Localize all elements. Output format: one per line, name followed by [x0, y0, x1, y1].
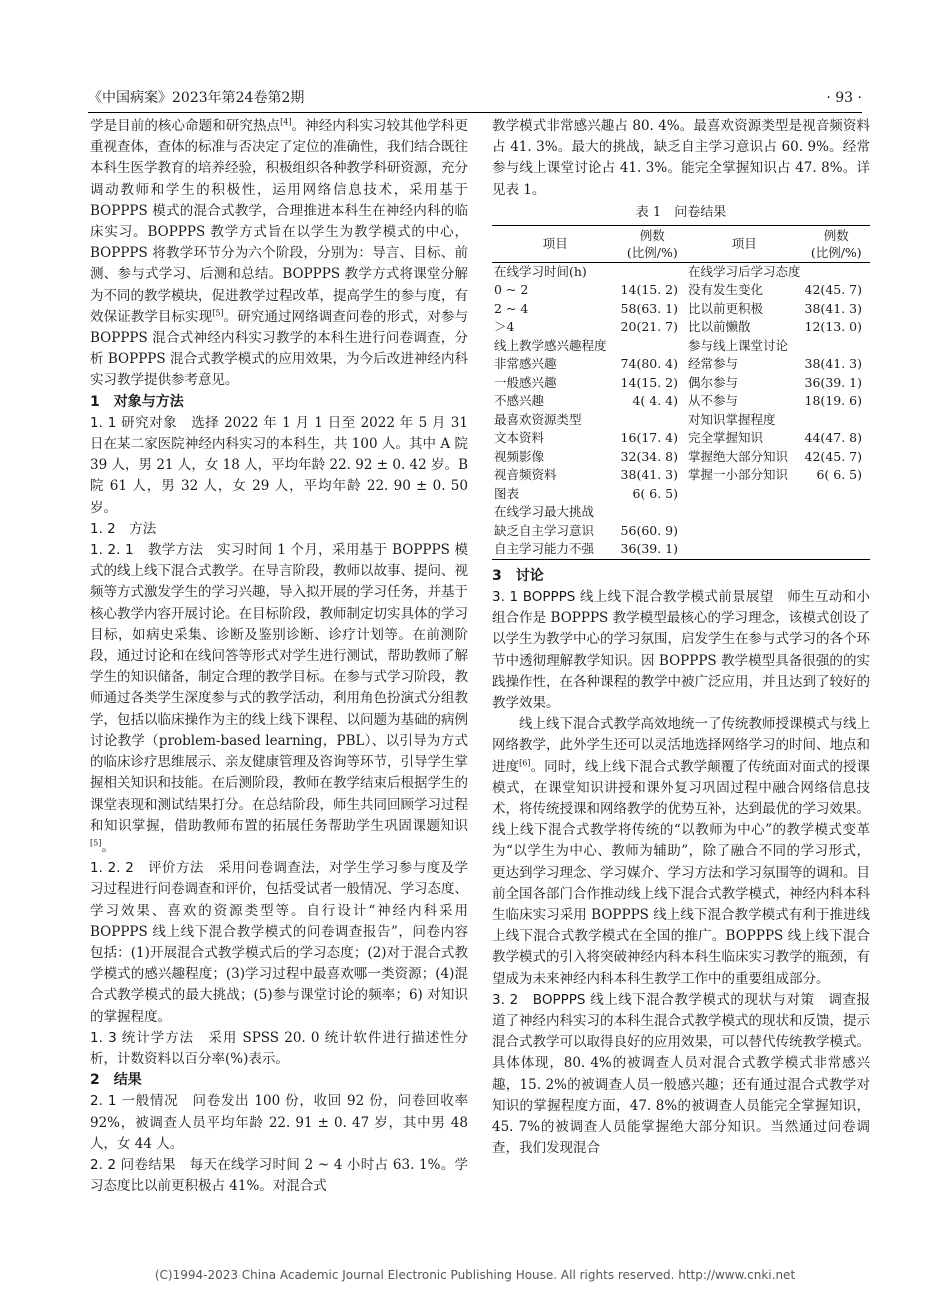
table-row: [492, 466, 870, 485]
table-cell-count: 12(13. 0): [804, 319, 862, 335]
section-heading-2: 2 结果: [90, 1072, 142, 1089]
table-cell-count: [803, 503, 870, 522]
table-row: [492, 411, 870, 430]
paragraph-2-1: 2. 1 一般情况 问卷发出 100 份，收回 92 份，问卷回收率 92%，被调查人员平均年龄 22. 91 ± 0. 47 岁，其中男 48 人，女 44 人。: [90, 1093, 468, 1152]
table-cell-count: 16(17. 4): [620, 430, 679, 446]
table-cell-item: 偶尔参与: [688, 374, 739, 390]
page-number: · 93 ·: [826, 90, 862, 106]
table-row: [492, 300, 870, 319]
section-heading-3: 3 讨论: [492, 567, 544, 584]
table-cell-item: 缺乏自主学习意识: [494, 522, 595, 538]
table-cell-item: 参与线上课堂讨论: [688, 337, 789, 353]
table-cell-count: [803, 540, 870, 559]
questionnaire-table: [492, 225, 870, 560]
table-row: [492, 337, 870, 356]
paragraph-1-2-2: 1. 2. 2 评价方法 采用问卷调查法，对学生学习参与度及学习过程进行问卷调查和评价，包括受试者一般情况、学习态度、学习效果、喜欢的资源类型等。自行设计“神经内科采用 BOPPPS 线上线下混合教学模式的问卷调查报告”，问卷内容包括：(1)开展混合式教学模式后的学习态度；(2)对于混合式教学模式的感兴趣程度；(3)学习过程中最喜欢哪一类资源；(4)混合式教学模式的最大挑战；(5)参与课堂讨论的频率；6) 对知识的掌握程度。: [90, 860, 469, 1025]
table-cell-item: 一般感兴趣: [494, 374, 557, 390]
citation: [5]: [90, 838, 102, 848]
table-cell-item: 0 ~ 2: [494, 282, 529, 298]
table-cell-count: [619, 503, 686, 522]
table-cell-item: 在线学习时间(h): [494, 263, 587, 279]
table-cell-item: 从不参与: [688, 393, 739, 409]
table-cell-item: [686, 503, 803, 522]
table-cell-count: 58(63. 1): [620, 300, 679, 316]
running-header: [88, 88, 862, 113]
table-cell-count: [619, 337, 686, 356]
intro-paragraph: 学是目前的核心命题和研究热点[4]。神经内科实习较其他学科更重视查体，查体的标准与否决定了定位的准确性，我们结合既往本科生医学教育的培养经验，积极组织各种教学科研资源，充分调动教师和学生的积极性，运用网络信息技术，采用基于 BOPPPS 模式的混合式教学，合理推进本科生在神经内科的临床实习。BOPPPS 教学方式旨在以学生为教学模式的中心，BOPPPS 将教学环节分为六个阶段，分别为：导言、目标、前测、参与式学习、后测和总结。BOPPPS 教学方式将课堂分解为不同的教学模块，促进教学过程改革，提高学生的参与度，有效保证教学目标实现[5]。研究通过网络调查问卷的形式，对参与 BOPPPS 混合式神经内科实习教学的本科生进行问卷调查，分析 BOPPPS 混合式教学模式的应用效果，为今后改进神经内科实习教学提供参考意见。: [90, 117, 469, 389]
table-cell-item: 完全掌握知识: [688, 430, 764, 446]
table-cell-count: 6( 6. 5): [816, 467, 862, 483]
table-cell-item: 没有发生变化: [688, 282, 764, 298]
table-cell-count: [619, 262, 686, 281]
table-cell-count: 36(39. 1): [804, 374, 862, 390]
table-cell-count: [803, 262, 870, 281]
table-cell-item: 掌握绝大部分知识: [688, 448, 789, 464]
left-column: [90, 116, 468, 1197]
table-row: [492, 448, 870, 467]
table-cell-count: 74(80. 4): [620, 356, 679, 372]
table-cell-count: [619, 411, 686, 430]
table-cell-count: 36(39. 1): [620, 541, 679, 557]
paragraph-1-3: 1. 3 统计学方法 采用 SPSS 20. 0 统计软件进行描述性分析，计数资料以百分率(%)表示。: [90, 1029, 468, 1067]
table-row: [492, 318, 870, 337]
heading-1-2: 1. 2 方法: [90, 520, 157, 537]
table-cell-count: 38(41. 3): [804, 300, 862, 316]
table-cell-item: 线上教学感兴趣程度: [494, 337, 607, 353]
table-cell-count: 44(47. 8): [804, 430, 862, 446]
table-cell-count: [803, 337, 870, 356]
table-cell-count: 42(45. 7): [804, 448, 862, 464]
table-cell-item: 视频影像: [494, 448, 545, 464]
table-row: [492, 262, 870, 281]
paragraph-2-2: 2. 2 问卷结果 每天在线学习时间 2 ~ 4 小时占 63. 1%。学习态度比以前更积极占 41%。对混合式: [90, 1156, 468, 1195]
table-cell-item: [686, 540, 803, 559]
table-cell-count: [803, 485, 870, 504]
table-cell-item: 不感兴趣: [494, 393, 545, 409]
table-cell-item: ＞4: [494, 319, 515, 335]
table-cell-count: 20(21. 7): [620, 319, 679, 335]
table-cell-item: 非常感兴趣: [494, 356, 557, 372]
citation: [5]: [212, 308, 224, 318]
table-cell-count: 18(19. 6): [804, 393, 862, 409]
col-item-2: 项目: [686, 225, 803, 262]
results-paragraph: 教学模式非常感兴趣占 80. 4%。最喜欢资源类型是视音频资料占 41. 3%。最大的挑战，缺乏自主学习意识占 60. 9%。经常参与线上课堂讨论占 41. 3%。能完全掌握知识占 47. 8%。详见表 1。: [492, 118, 870, 198]
col-count-2: 例数 (比例/%): [803, 225, 870, 262]
table-cell-item: 在线学习后学习态度: [688, 263, 801, 279]
table-cell-count: 32(34. 8): [620, 448, 679, 464]
paragraph-3-2: 3. 2 BOPPPS 线上线下混合教学模式的现状与对策 调查报道了神经内科实习的本科生混合式教学模式的现状和反馈，提示混合式教学可以取得良好的应用效果，可以替代传统教学模式。具体体现，80. 4%的被调查人员对混合式教学模式非常感兴趣，15. 2%的被调查人员一般感兴趣；还有通过混合式教学对知识的掌握程度方面，47. 8%的被调查人员能完全掌握知识，45. 7%的被调查人员能掌握绝大部分知识。当然通过问卷调查，我们发现混合: [492, 991, 870, 1157]
col-count: 例数 (比例/%): [619, 225, 686, 262]
table-row: [492, 355, 870, 374]
table-row: [492, 429, 870, 448]
col-item: 项目: [492, 225, 619, 262]
table-cell-item: 自主学习能力不强: [494, 541, 595, 557]
paragraph-3-1b: 线上线下混合式教学高效地统一了传统教师授课模式与线上网络教学，此外学生还可以灵活地选择网络学习的时间、地点和进度[6]。同时，线上线下混合式教学颠覆了传统面对面式的授课模式，在课堂知识讲授和课外复习巩固过程中融合网络信息技术，将传统授课和网络教学的优势互补，达到最优的学习效果。线上线下混合式教学将传统的“以教师为中心”的教学模式变革为“以学生为中心、教师为辅助”，除了融合不同的学习形式，更达到学习理念、学习媒介、学习方法和学习氛围等的调和。目前全国各部门合作推动线上线下混合式教学模式，神经内科本科生临床实习采用 BOPPPS 线上线下混合教学模式有利于推进线上线下混合式教学模式在全国的推广。BOPPPS 线上线下混合教学模式的引入将突破神经内科本科生临床实习教学的瓶颈，有望成为未来神经内科本科生教学工作中的重要组成部分。: [492, 716, 871, 987]
table-row: [492, 503, 870, 522]
table-cell-count: 4( 4. 4): [632, 393, 679, 409]
table-row: [492, 281, 870, 300]
table-row: [492, 392, 870, 411]
table-row: [492, 374, 870, 393]
copyright-footer: (C)1994-2023 China Academic Journal Electronic Publishing House. All rights reserved. http://www.cnki.net: [154, 1268, 796, 1282]
table-cell-item: 图表: [494, 485, 520, 501]
table-cell-item: 在线学习最大挑战: [494, 504, 595, 520]
citation: [4]: [280, 117, 292, 127]
journal-title: 《中国病案》2023年第24卷第2期: [88, 90, 305, 106]
table-cell-item: [686, 522, 803, 541]
table-cell-item: 文本资料: [494, 430, 545, 446]
table-cell-count: 56(60. 9): [620, 522, 679, 538]
table-cell-item: 视音频资料: [494, 467, 557, 483]
table-cell-item: 比以前更积极: [688, 300, 764, 316]
table-cell-item: 对知识掌握程度: [688, 411, 776, 427]
table-caption: 表 1 问卷结果: [635, 204, 727, 220]
table-cell-item: 2 ~ 4: [494, 300, 529, 316]
table-cell-count: [803, 411, 870, 430]
table-cell-count: 38(41. 3): [620, 467, 679, 483]
table-row: [492, 485, 870, 504]
right-column: [492, 116, 870, 1160]
table-cell-count: 14(15. 2): [620, 374, 679, 390]
paragraph-1-1: 1. 1 研究对象 选择 2022 年 1 月 1 日至 2022 年 5 月 31 日在某二家医院神经内科实习的本科生，共 100 人。其中 A 院 39 人，男 21 人，女 18 人，平均年龄 22. 92 ± 0. 42 岁。B 院 61 人，男 32 人，女 29 人，平均年龄 22. 90 ± 0. 50 岁。: [90, 414, 468, 516]
table-cell-item: [686, 485, 803, 504]
table-cell-count: [803, 522, 870, 541]
table-cell-item: 最喜欢资源类型: [494, 411, 582, 427]
table-cell-count: 38(41. 3): [804, 356, 862, 372]
table-header-row: [492, 225, 870, 262]
table-cell-count: 42(45. 7): [804, 282, 862, 298]
citation: [6]: [519, 758, 531, 768]
table-cell-item: 比以前懒散: [688, 319, 751, 335]
paragraph-1-2-1: 1. 2. 1 教学方法 实习时间 1 个月，采用基于 BOPPPS 模式的线上线下混合式教学。在导言阶段，教师以故事、提问、视频等方式激发学生的学习兴趣，导入拟开展的学习任务，并基于核心教学内容开展讨论。在目标阶段，教师制定切实具体的学习目标，如病史采集、诊断及鉴别诊断、诊疗计划等。在前测阶段，通过讨论和在线问答等形式对学生进行测试，帮助教师了解学生的知识储备，制定合理的教学目标。在参与式学习阶段，教师通过各类学生深度参与式的教学活动，利用角色扮演式分组教学，包括以临床操作为主的线上线下课程、以问题为基础的病例讨论教学（problem-based learning，PBL）、以引导为方式的临床诊疗思维展示、亲友健康管理及咨询等环节，引导学生掌握相关知识和技能。在后测阶段，教师在教学结束后根据学生的课堂表现和测试结果打分。在总结阶段，师生共同回顾学习过程和知识掌握，借助教师布置的拓展任务帮助学生巩固课题知识[5]。: [90, 542, 468, 855]
paragraph-3-1: 3. 1 BOPPPS 线上线下混合教学模式前景展望 师生互动和小组合作是 BOPPPS 教学模型最核心的学习理念，该模式创设了以学生为教学中心的学习氛围，启发学生在参与式学习的各个环节中透彻理解教学知识。因 BOPPPS 教学模型具备很强的的实践操作性，在各种课程的教学中被广泛应用，并且达到了较好的教学效果。: [492, 589, 870, 712]
table-cell-item: 经常参与: [688, 356, 739, 372]
table-cell-item: 掌握一小部分知识: [688, 467, 789, 483]
table-cell-count: 14(15. 2): [620, 282, 679, 298]
table-cell-count: 6( 6. 5): [632, 485, 679, 501]
table-row: [492, 522, 870, 541]
table-row: [492, 540, 870, 559]
section-heading-1: 1 对象与方法: [90, 393, 184, 410]
